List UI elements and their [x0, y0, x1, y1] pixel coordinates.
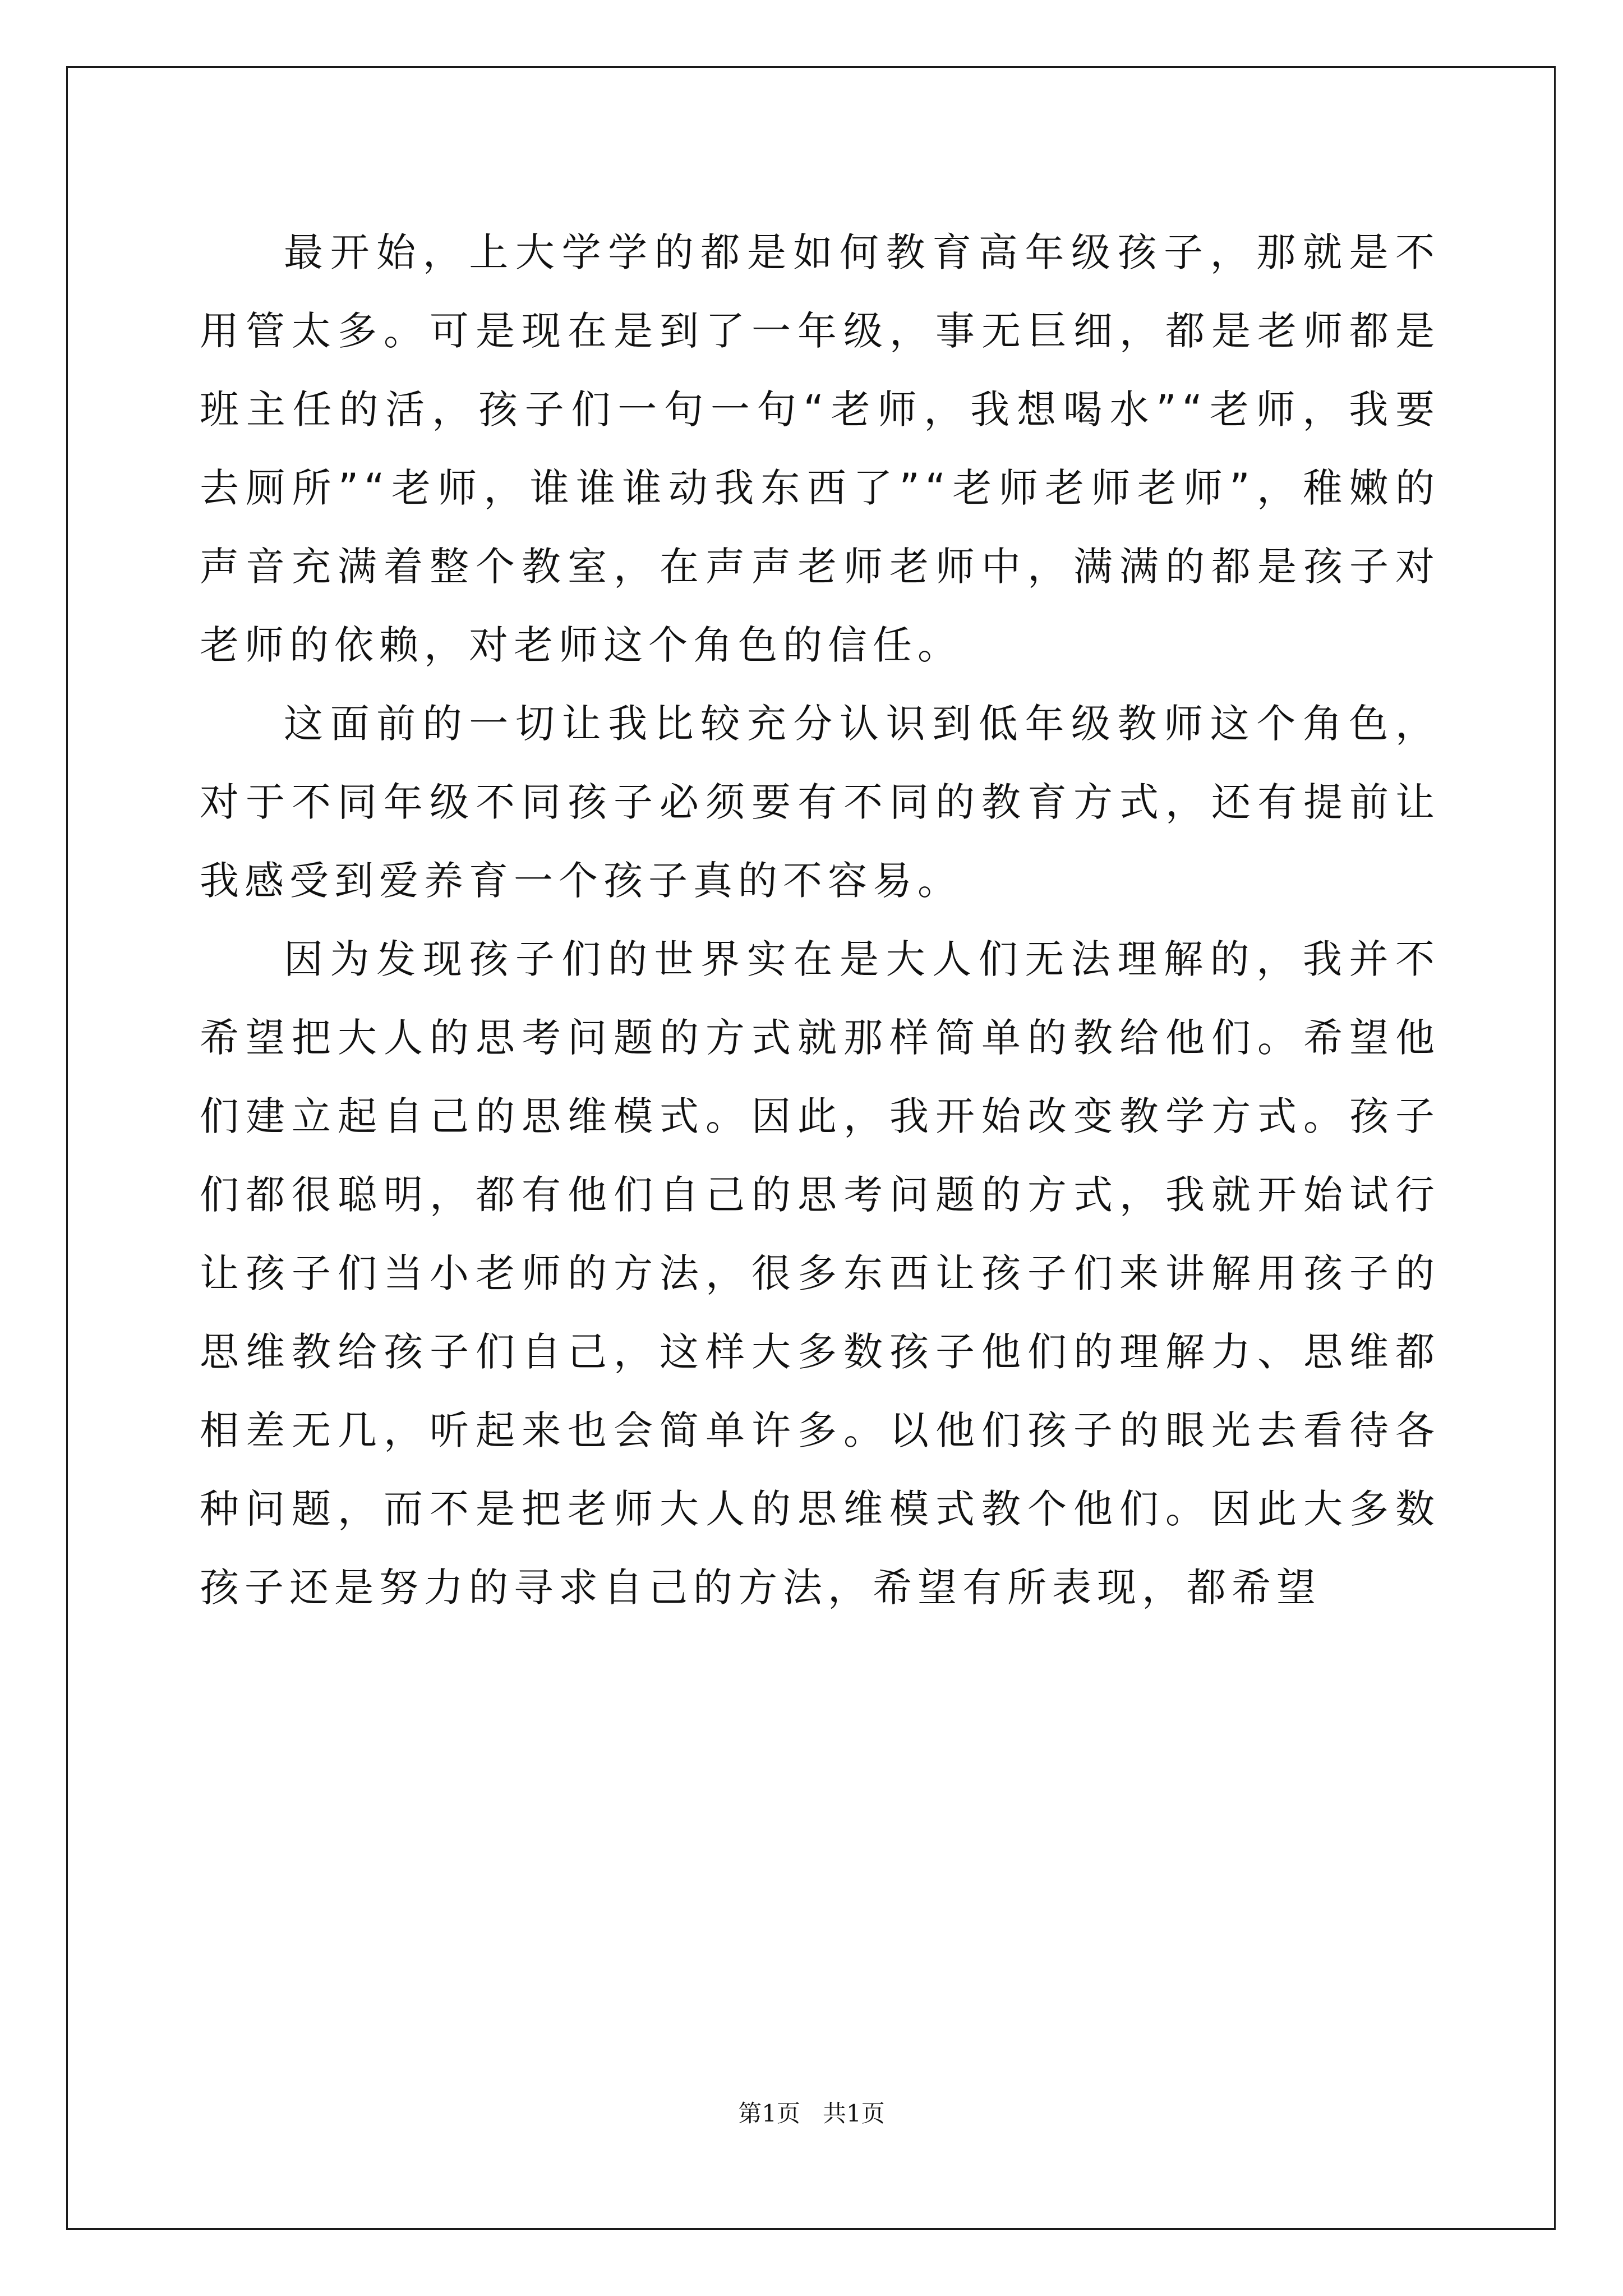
paragraph-1: 最开始，上大学学的都是如何教育高年级孩子，那就是不用管太多。可是现在是到了一年级，事无巨细，都是老师都是班主任的活，孩子们一句一句“老师，我想喝水”“老师，我要去厕所”“老师，谁谁谁动我东西了”“老师老师老师”，稚嫩的声音充满着整个教室，在声声老师老师中，满满的都是孩子对老师的依赖，对老师这个角色的信任。 [200, 229, 1440, 668]
page-footer: 第1页 共1页 [738, 2100, 885, 2127]
paragraph-3: 因为发现孩子们的世界实在是大人们无法理解的，我并不希望把大人的思考问题的方式就那样简单的教给他们。希望他们建立起自己的思维模式。因此，我开始改变教学方式。孩子们都很聪明，都有他们自己的思考问题的方式，我就开始试行让孩子们当小老师的方法，很多东西让孩子们来讲解用孩子的思维教给孩子们自己，这样大多数孩子他们的理解力、思维都相差无几，听起来也会简单许多。以他们孩子的眼光去看待各种问题，而不是把老师大人的思维模式教个他们。因此大多数孩子还是努力的寻求自己的方法，希望有所表现，都希望 [200, 936, 1440, 1611]
paragraph-2: 这面前的一切让我比较充分认识到低年级教师这个角色，对于不同年级不同孩子必须要有不同的教育方式，还有提前让我感受到爱养育一个孩子真的不容易。 [200, 701, 1440, 904]
document-body [200, 213, 1440, 1627]
